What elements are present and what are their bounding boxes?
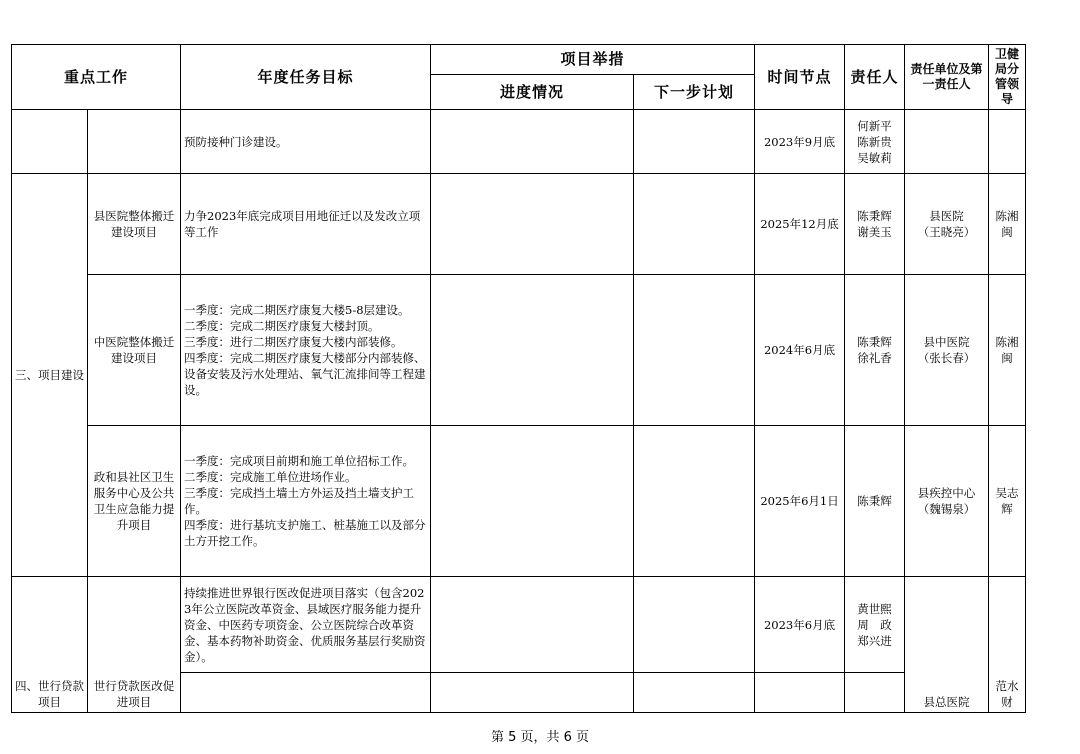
header-progress: 进度情况 bbox=[431, 74, 634, 109]
deadline-cell: 2024年6月底 bbox=[755, 275, 845, 426]
empty-cell bbox=[181, 673, 431, 713]
goal-line: 一季度：完成项目前期和施工单位招标工作。 bbox=[184, 454, 415, 468]
goal-line: 持续推进世界银行医改促进项目落实（包含2023年公立医院改革资金、县域医疗服务能力提升资金、中医药专项资金、公立医院综合改革资金、基本药物补助资金、优质服务基层行奖励资金）。 bbox=[184, 585, 426, 664]
persons-cell bbox=[845, 174, 905, 275]
next-plan-cell bbox=[634, 174, 755, 275]
table-row bbox=[12, 275, 1026, 426]
header-responsible: 责任人 bbox=[845, 45, 905, 110]
empty-cell bbox=[989, 110, 1026, 174]
table-row bbox=[12, 577, 1026, 673]
goal-line: 一季度：完成二期医疗康复大楼5-8层建设。 bbox=[184, 303, 410, 317]
progress-cell bbox=[431, 577, 634, 673]
persons-cell bbox=[845, 110, 905, 174]
project-name: 县医院整体搬迁建设项目 bbox=[88, 174, 181, 275]
goal-cell bbox=[181, 174, 431, 275]
project-name: 中医院整体搬迁建设项目 bbox=[88, 275, 181, 426]
header-bureau-leader: 卫健局分管领导 bbox=[989, 45, 1026, 110]
person-name: 陈秉辉 bbox=[857, 335, 892, 349]
person-name: 徐礼香 bbox=[857, 351, 892, 365]
next-plan-cell bbox=[634, 577, 755, 673]
persons-cell bbox=[845, 426, 905, 577]
unit-cell bbox=[905, 577, 989, 713]
unit-name: 县医院 bbox=[929, 209, 964, 223]
deadline-cell: 2023年6月底 bbox=[755, 577, 845, 673]
deadline-cell: 2023年9月底 bbox=[755, 110, 845, 174]
unit-name: 县中医院 bbox=[923, 335, 970, 349]
goal-line: 力争2023年底完成项目用地征迁以及发改立项等工作 bbox=[184, 209, 421, 239]
table-row bbox=[12, 110, 1026, 174]
unit-head: （王晓亮） bbox=[917, 225, 976, 239]
unit-head: （张长春） bbox=[917, 351, 976, 365]
empty-cell bbox=[755, 673, 845, 713]
goal-cell bbox=[181, 275, 431, 426]
persons-cell bbox=[845, 275, 905, 426]
unit-name: 县总医院 bbox=[923, 695, 970, 709]
unit-cell bbox=[905, 174, 989, 275]
unit-cell bbox=[905, 426, 989, 577]
table-row bbox=[12, 174, 1026, 275]
next-plan-cell bbox=[634, 426, 755, 577]
section-title: 四、世行贷款项目 bbox=[12, 577, 88, 713]
empty-cell bbox=[431, 673, 634, 713]
work-plan-table bbox=[11, 44, 1026, 713]
persons-cell bbox=[845, 577, 905, 673]
leader-cell: 吴志辉 bbox=[989, 426, 1026, 577]
empty-cell bbox=[634, 673, 755, 713]
progress-cell bbox=[431, 110, 634, 174]
person-name: 陈秉辉 bbox=[857, 494, 892, 508]
unit-name: 县疾控中心 bbox=[917, 486, 976, 500]
goal-line: 三季度：进行二期医疗康复大楼内部装修。 bbox=[184, 335, 403, 349]
goal-cell: 预防接种门诊建设。 bbox=[181, 110, 431, 174]
person-name: 周 政 bbox=[857, 617, 892, 632]
project-name: 世行贷款医改促进项目 bbox=[88, 577, 181, 713]
empty-cell bbox=[845, 673, 905, 713]
empty-cell bbox=[88, 110, 181, 174]
goal-cell bbox=[181, 577, 431, 673]
header-next-plan: 下一步计划 bbox=[634, 74, 755, 109]
goal-line: 二季度：完成施工单位进场作业。 bbox=[184, 470, 357, 484]
leader-cell: 陈湘闽 bbox=[989, 174, 1026, 275]
header-measures: 项目举措 bbox=[431, 45, 755, 75]
deadline-cell: 2025年12月底 bbox=[755, 174, 845, 275]
next-plan-cell bbox=[634, 110, 755, 174]
header-annual-goal: 年度任务目标 bbox=[181, 45, 431, 110]
person-name: 何新平 bbox=[857, 118, 892, 133]
progress-cell bbox=[431, 275, 634, 426]
person-name: 黄世熙 bbox=[857, 601, 892, 616]
unit-cell bbox=[905, 275, 989, 426]
progress-cell bbox=[431, 174, 634, 275]
deadline-cell: 2025年6月1日 bbox=[755, 426, 845, 577]
project-name: 政和县社区卫生服务中心及公共卫生应急能力提升项目 bbox=[88, 426, 181, 577]
person-name: 吴敏莉 bbox=[857, 150, 892, 165]
unit-head: （魏锡泉） bbox=[917, 502, 976, 516]
progress-cell bbox=[431, 426, 634, 577]
goal-line: 四季度：完成二期医疗康复大楼部分内部装修、设备安装及污水处理站、氧气汇流排间等工程建设。 bbox=[184, 351, 426, 397]
person-name: 谢美玉 bbox=[857, 225, 892, 239]
goal-line: 三季度：完成挡土墙土方外运及挡土墙支护工作。 bbox=[184, 486, 415, 516]
person-name: 陈秉辉 bbox=[857, 209, 892, 223]
header-unit-first: 责任单位及第一责任人 bbox=[905, 45, 989, 110]
leader-cell: 范水财 bbox=[989, 577, 1026, 713]
next-plan-cell bbox=[634, 275, 755, 426]
section-title: 三、项目建设 bbox=[12, 174, 88, 577]
table-row bbox=[12, 426, 1026, 577]
person-name: 陈新贵 bbox=[857, 134, 892, 149]
empty-cell bbox=[12, 110, 88, 174]
leader-cell: 陈湘闽 bbox=[989, 275, 1026, 426]
empty-cell bbox=[905, 110, 989, 174]
goal-line: 四季度：进行基坑支护施工、桩基施工以及部分土方开挖工作。 bbox=[184, 518, 426, 548]
goal-cell bbox=[181, 426, 431, 577]
goal-line: 二季度：完成二期医疗康复大楼封顶。 bbox=[184, 319, 380, 333]
header-deadline: 时间节点 bbox=[755, 45, 845, 110]
page-footer: 第 5 页，共 6 页 bbox=[490, 730, 590, 745]
person-name: 郑兴进 bbox=[857, 633, 892, 648]
header-key-work: 重点工作 bbox=[12, 45, 181, 110]
